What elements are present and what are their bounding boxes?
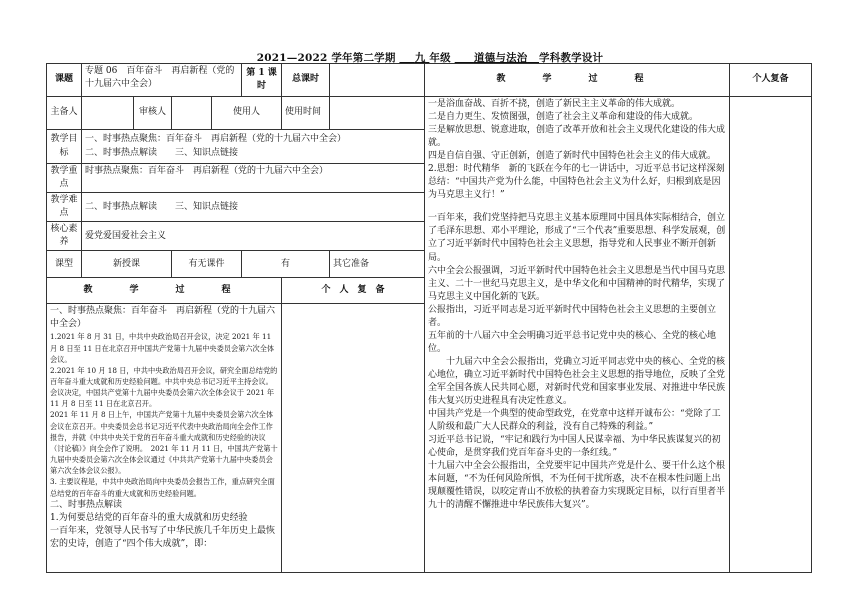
preparer-value (82, 97, 134, 130)
right-line-4: 四是自信自强、守正创新，创造了新时代中国特色社会主义的伟大成就。 (428, 151, 717, 162)
right-paragraph-7: 习近平总书记说，“牢记和践行为中国人民谋幸福、为中华民族谋复兴的初心使命，是贯穿我们党百年奋斗史的一条红线。” (428, 435, 721, 459)
course-type-value: 新授课 (82, 251, 172, 278)
title-suffix: 学科教学设计 (539, 52, 604, 64)
use-time-label: 使用时间 (282, 97, 330, 130)
total-periods-value (330, 64, 425, 97)
right-paragraph-2: 六中全会公报强调，习近平新时代中国特色社会主义思想是当代中国马克思主义、二十一世纪马克思主义，是中华文化和中国精神的时代精华，实现了马克思主义中国化新的飞跃。 (428, 265, 726, 302)
right-paragraph-1: 一百年来，我们党坚持把马克思主义基本原理同中国具体实际相结合，创立了毛泽东思想、邓小平理论，形成了“三个代表”重要思想、科学发展观，创立了习近平新时代中国特色社会主义思想，指导党和人民事业不断开创新局。 (428, 213, 726, 263)
left-section-2-heading: 二、时事热点解读 (50, 499, 123, 510)
literacy-label: 核心素养 (47, 222, 82, 251)
news-item-1: 1.2021 年 8 月 31 日，中共中央政治局召开会议，决定 2021 年 11 月 8 日至 11 日在北京召开中国共产党第十九届中央委员会第六次全体会议。 (50, 332, 275, 364)
goals-value (82, 130, 425, 164)
news-item-3: 2021 年 11 月 8 日上午，中国共产党第十九届中央委员会第六次全体会议在京召开。中央委员会总书记习近平代表中央政治局向全会作工作报告，并就《中共中央关于党的百年奋斗重大成就和历史经验的决议（讨论稿）》向全会作了说明。 2021 年 11 月 11 日，中国共产党第十九届中央委员会第六次全体会议通过《中共共产党第十九届中央委员会第六次全体会议公报》。 (50, 410, 278, 476)
left-process-content (47, 304, 282, 573)
reviewer-value (172, 97, 212, 130)
personal-notes-area (730, 97, 812, 573)
goals-label: 教学目标 (47, 130, 82, 164)
right-paragraph-8: 十九届六中全会公报指出，全党要牢记中国共产党是什么、要干什么这个根本问题，“不为任何风险所惧，不为任何干扰所惑，决不在根本性问题上出现颠覆性错误，以咬定青山不放松的执着奋力实现既定目标，以行百里者半九十的清醒不懈推进中华民族伟大复兴”。 (428, 461, 726, 511)
left-process-header: 教 学 过 程 (47, 278, 282, 304)
preparer-label: 主备人 (47, 97, 82, 130)
title-grade: 九 (414, 52, 426, 64)
left-personal-notes (282, 304, 425, 573)
right-paragraph-4: 五年前的十八届六中全会明确习近平总书记党中央的核心、全党的核心地位。 (428, 330, 717, 354)
key-points-value: 时事热点聚焦：百年奋斗 再启新程（党的十九届六中全会） (82, 164, 425, 193)
right-line-3: 三是解放思想、锐意进取，创造了改革开放和社会主义现代化建设的伟大成就。 (428, 125, 726, 149)
difficulties-label: 教学难点 (47, 193, 82, 222)
right-paragraph-5: 十九届六中全会公报指出，党确立习近平同志党中央的核心、全党的核心地位，确立习近平新时代中国特色社会主义思想的指导地位，反映了全党全军全国各族人民共同心愿，对新时代党和国家事业发展、对推进中华民族伟大复兴历史进程具有决定性意义。 (428, 356, 726, 407)
topic-value: 专题 06 百年奋斗 再启新程（党的十九届六中全会） (82, 64, 242, 97)
topic-label: 课题 (47, 64, 82, 97)
left-section-1-heading: 一、时事热点聚焦：百年奋斗 再启新程（党的十九届六中全会） (50, 306, 276, 330)
title-subject: 道德与法治 (473, 52, 528, 64)
course-type-label: 课型 (47, 251, 82, 278)
courseware-label: 有无课件 (172, 251, 242, 278)
lesson-plan-table (46, 63, 812, 573)
right-line-5: 2.思想：时代精华 新的飞跃在今年的七一讲话中，习近平总书记这样深刻总结：“中国共产党为什么能，中国特色社会主义为什么好，归根到底是因为马克思主义行！” (428, 164, 725, 201)
right-line-1: 一是浴血奋战、百折不挠，创造了新民主主义革命的伟大成就。 (428, 99, 681, 109)
other-prep-label: 其它准备 (330, 251, 425, 278)
right-paragraph-6: 中国共产党是一个典型的使命型政党，在党章中这样开诚布公：“党除了工人阶级和最广大人民群众的利益，没有自己特殊的利益。” (428, 409, 721, 433)
news-item-2: 2.2021 年 10 月 18 日，中共中央政治局召开会议，研究全面总结党的百年奋斗重大成就和历史经验问题。中共中央总书记习近平主持会议。会议决定，中国共产党第十九届中央委员会第六次全体会议于 2021 年 11 月 8 日至 11 日在北京召开。 (50, 365, 278, 409)
left-personal-header: 个 人 复 备 (282, 278, 425, 304)
news-item-4: 3. 主要议程是，中共中央政治局向中央委员会报告工作，重点研究全面总结党的百年奋斗的重大成就和历史经验问题。 (50, 477, 275, 498)
question-1: 1.为何要总结党的百年奋斗的重大成就和历史经验 (50, 512, 248, 523)
period-value: 第 1 课时 (242, 64, 282, 97)
right-process-content (425, 97, 730, 573)
goals-line-2: 二、时事热点解读 三、知识点链接 (85, 147, 239, 158)
personal-column-header: 个人复备 (730, 64, 812, 97)
total-periods-label: 总课时 (282, 64, 330, 97)
right-paragraph-3: 公报指出，习近平同志是习近平新时代中国特色社会主义思想的主要创立者。 (428, 304, 717, 328)
key-points-label: 教学重点 (47, 164, 82, 193)
difficulties-value: 二、时事热点解读 三、知识点链接 (82, 193, 425, 222)
title-grade-suffix: 年级 (429, 52, 451, 64)
goals-line-1: 一、时事热点聚焦：百年奋斗 再启新程（党的十九届六中全会） (85, 134, 347, 145)
reviewer-label: 审核人 (134, 97, 172, 130)
title-prefix: 2021—2022 学年第二学期 (256, 52, 396, 64)
literacy-value: 爱党爱国爱社会主义 (82, 222, 425, 251)
user-label: 使用人 (212, 97, 282, 130)
use-time-value (330, 97, 425, 130)
process-column-header: 教 学 过 程 (425, 64, 730, 97)
question-1-text: 一百年来，党领导人民书写了中华民族几千年历史上最恢宏的史诗，创造了“四个伟大成就”，即： (50, 525, 276, 549)
right-line-2: 二是自力更生、发愤图强，创造了社会主义革命和建设的伟大成就。 (428, 112, 699, 123)
courseware-value: 有 (242, 251, 330, 278)
